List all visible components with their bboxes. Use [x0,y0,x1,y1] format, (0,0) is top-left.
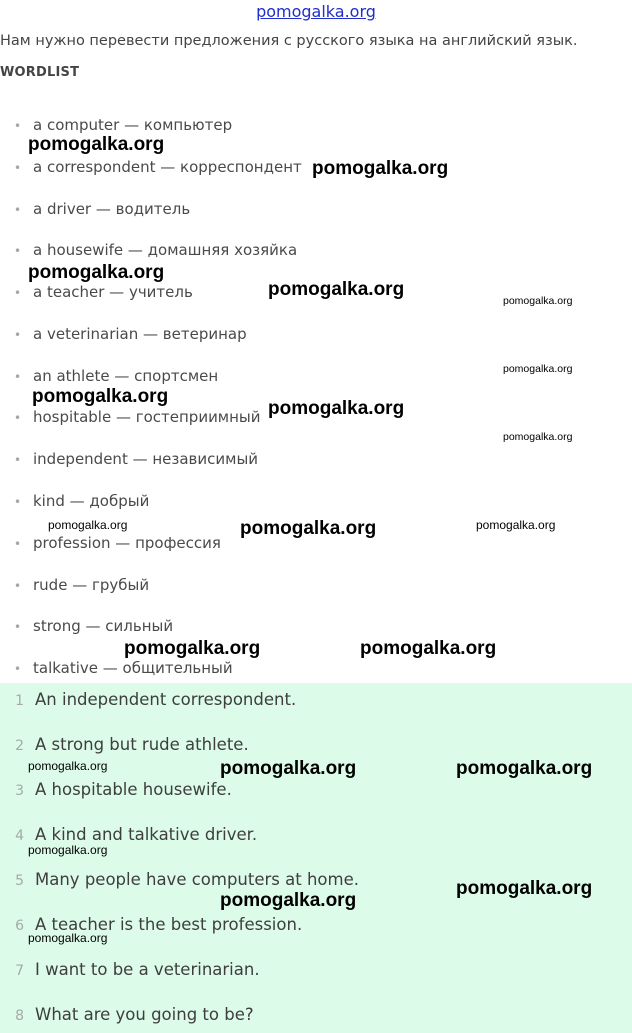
wordlist-item: • kind — добрый [14,489,149,513]
sentence-text: Many people have computers at home. [35,870,359,889]
sentence-row [0,956,260,984]
sentence-text: What are you going to be? [35,1005,254,1024]
watermark: pomogalka.org [220,758,357,779]
bullet-icon: • [14,537,22,551]
sentence-number: 5 [15,873,24,889]
wordlist-item: • strong — сильный [14,614,173,638]
wordlist-item: • a computer — компьютер [14,113,232,137]
sentence-row [0,686,296,714]
watermark: pomogalka.org [32,386,169,407]
sentence-number: 6 [15,918,24,934]
sentence-number: 2 [15,738,24,754]
watermark: pomogalka.org [360,638,497,659]
bullet-icon: • [14,453,22,467]
watermark: pomogalka.org [312,158,449,179]
bullet-icon: • [14,620,22,634]
wordlist-item: • rude — грубый [14,573,149,597]
bullet-icon: • [14,161,22,175]
watermark: pomogalka.org [220,890,357,911]
sentence-text: I want to be a veterinarian. [35,960,260,979]
watermark: pomogalka.org [268,398,405,419]
watermark: pomogalka.org [28,759,108,773]
bullet-icon: • [14,370,22,384]
sentence-number: 1 [15,693,24,709]
wordlist-item: • talkative — общительный [14,656,233,680]
wordlist-item: • a teacher — учитель [14,280,193,304]
site-header-link[interactable]: pomogalka.org [256,2,376,21]
wordlist-item: • profession — профессия [14,531,221,555]
wordlist-item: • a veterinarian — ветеринар [14,322,247,346]
watermark: pomogalka.org [456,758,593,779]
bullet-icon: • [14,286,22,300]
wordlist-item: • a driver — водитель [14,197,190,221]
wordlist-item: • a correspondent — корреспондент [14,155,302,179]
bullet-icon: • [14,328,22,342]
watermark: pomogalka.org [240,518,377,539]
wordlist-heading: WORDLIST [0,65,80,80]
watermark: pomogalka.org [28,262,165,283]
watermark: pomogalka.org [28,134,165,155]
sentence-text: A teacher is the best profession. [35,915,303,934]
bullet-icon: • [14,203,22,217]
watermark: pomogalka.org [124,638,261,659]
watermark: pomogalka.org [28,931,108,945]
sentence-number: 4 [15,828,24,844]
wordlist-item: • independent — независимый [14,447,258,471]
bullet-icon: • [14,662,22,676]
wordlist-item: • hospitable — гостеприимный [14,405,261,429]
sentence-row [0,1001,254,1029]
bullet-icon: • [14,579,22,593]
watermark: pomogalka.org [48,518,128,532]
sentence-text: An independent correspondent. [35,690,297,709]
wordlist-item: • a housewife — домашняя хозяйка [14,238,297,262]
bullet-icon: • [14,244,22,258]
sentence-text: A strong but rude athlete. [35,735,249,754]
sentence-text: A kind and talkative driver. [35,825,258,844]
sentence-row [0,731,249,759]
watermark: pomogalka.org [476,518,556,532]
sentence-row [0,776,232,804]
watermark: pomogalka.org [503,431,573,443]
wordlist-item: • an athlete — спортсмен [14,364,218,388]
instruction-text: Нам нужно перевести предложения с русского языка на английский язык. [0,33,578,49]
watermark: pomogalka.org [268,279,405,300]
sentence-number: 7 [15,963,24,979]
watermark: pomogalka.org [503,295,573,307]
bullet-icon: • [14,495,22,509]
sentence-text: A hospitable housewife. [35,780,232,799]
bullet-icon: • [14,119,22,133]
watermark: pomogalka.org [456,878,593,899]
watermark: pomogalka.org [503,363,573,375]
watermark: pomogalka.org [28,843,108,857]
bullet-icon: • [14,411,22,425]
sentences-panel [0,683,632,1033]
sentence-number: 8 [15,1008,24,1024]
sentence-number: 3 [15,783,24,799]
